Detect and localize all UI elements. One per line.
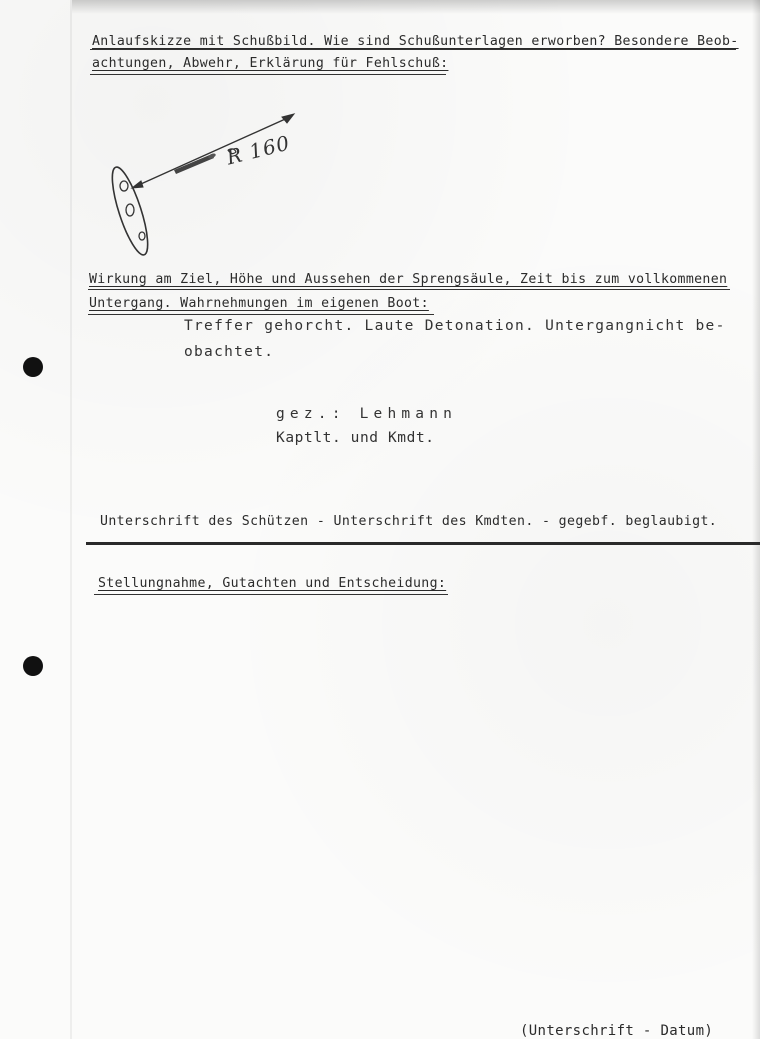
- section1-heading-line2: achtungen, Abwehr, Erklärung für Fehlschuß:: [92, 56, 449, 71]
- section2-heading-line1: Wirkung am Ziel, Höhe und Aussehen der Sprengsäule, Zeit bis zum vollkommenen: [89, 272, 728, 287]
- sketch-bearing-label: R 160: [224, 130, 293, 170]
- scan-left-edge: [70, 0, 72, 1039]
- punch-hole-icon: [23, 357, 43, 377]
- section1-heading-line1: Anlaufskizze mit Schußbild. Wie sind Schußunterlagen erworben? Besondere Beob-: [92, 34, 739, 49]
- report-body-line2: obachtet.: [184, 344, 275, 360]
- section2-double-underline-1: [88, 289, 730, 290]
- section1-double-underline-1: [90, 49, 736, 50]
- section-divider-rule: [86, 542, 760, 545]
- section3-double-underline: [94, 594, 448, 595]
- section2-heading-line2: Untergang. Wahrnehmungen im eigenen Boot:: [89, 296, 429, 311]
- scan-right-edge: [752, 0, 760, 1039]
- signature-rank: Kaptlt. und Kmdt.: [276, 430, 435, 446]
- signature-caption: Unterschrift des Schützen - Unterschrift des Kmdten. - gegebf. beglaubigt.: [100, 514, 718, 529]
- report-body-line1: Treffer gehorcht. Laute Detonation. Untergangnicht be-: [184, 318, 726, 334]
- scan-top-edge: [72, 0, 760, 14]
- section2-double-underline-2: [88, 314, 434, 315]
- ship-outline-icon: [105, 164, 154, 258]
- section3-heading: Stellungnahme, Gutachten und Entscheidung:: [98, 576, 447, 591]
- section1-double-underline-2: [90, 74, 446, 75]
- punch-hole-icon: [23, 656, 43, 676]
- signature-name: gez.: Lehmann: [276, 406, 458, 422]
- footer-signature-date-caption: (Unterschrift - Datum): [520, 1023, 714, 1039]
